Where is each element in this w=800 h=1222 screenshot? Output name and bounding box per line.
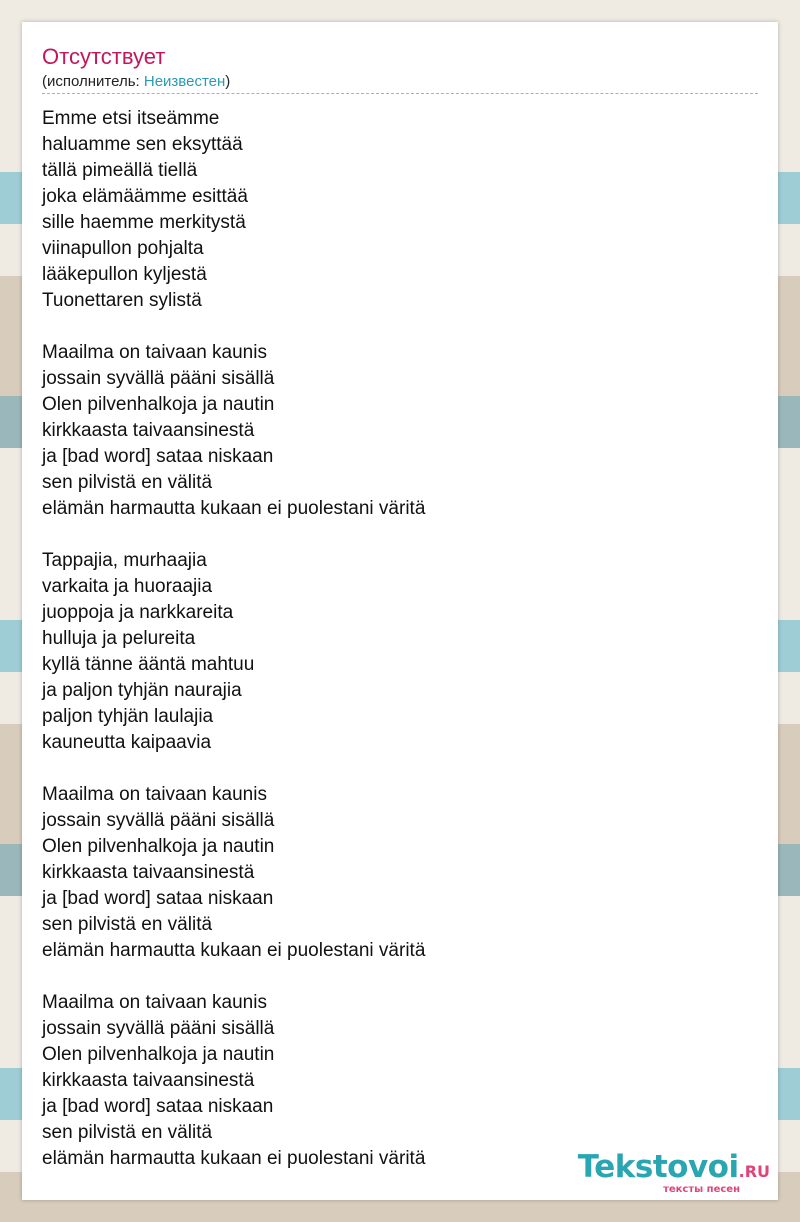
logo-wordmark: [578, 1151, 770, 1188]
lyric-line: sen pilvistä en välitä: [42, 914, 213, 935]
artist-link[interactable]: Неизвестен: [143, 73, 226, 90]
stanza: [42, 782, 758, 964]
lyric-line: kauneutta kaipaavia: [42, 732, 212, 753]
lyric-line: Maailma on taivaan kaunis: [42, 992, 267, 1013]
lyric-line: sille haemme merkitystä: [42, 212, 246, 233]
lyric-line: Maailma on taivaan kaunis: [42, 342, 267, 363]
artist-suffix: ): [225, 73, 231, 90]
lyric-line: kyllä tänne ääntä mahtuu: [42, 654, 255, 675]
stanza: [42, 548, 758, 756]
logo-tagline: тексты песен: [663, 1184, 740, 1195]
header-divider: [42, 93, 758, 94]
lyric-line: ja [bad word] sataa niskaan: [42, 1096, 274, 1117]
lyric-line: varkaita ja huoraajia: [42, 576, 213, 597]
lyric-line: Tuonettaren sylistä: [42, 290, 202, 311]
artist-prefix: (исполнитель:: [42, 73, 144, 90]
lyric-line: ja [bad word] sataa niskaan: [42, 446, 274, 467]
lyric-line: haluamme sen eksyttää: [42, 134, 243, 155]
lyrics-body: [42, 106, 758, 1198]
lyric-line: paljon tyhjän laulajia: [42, 706, 214, 727]
lyric-line: Olen pilvenhalkoja ja nautin: [42, 1044, 275, 1065]
stanza: [42, 340, 758, 522]
lyric-line: jossain syvällä pääni sisällä: [42, 368, 275, 389]
lyric-line: ja paljon tyhjän naurajia: [42, 680, 242, 701]
lyric-line: sen pilvistä en välitä: [42, 1122, 213, 1143]
lyric-line: lääkepullon kyljestä: [42, 264, 207, 285]
lyric-line: elämän harmautta kukaan ei puolestani väritä: [42, 498, 426, 519]
lyric-line: elämän harmautta kukaan ei puolestani väritä: [42, 940, 426, 961]
logo-name: Tekstovoi: [577, 1149, 739, 1185]
lyric-line: kirkkaasta taivaansinestä: [42, 1070, 255, 1091]
lyric-line: kirkkaasta taivaansinestä: [42, 420, 255, 441]
lyric-line: hulluja ja pelureita: [42, 628, 196, 649]
lyric-line: jossain syvällä pääni sisällä: [42, 810, 275, 831]
lyric-line: tällä pimeällä tiellä: [42, 160, 198, 181]
lyric-line: viinapullon pohjalta: [42, 238, 204, 259]
lyric-line: Olen pilvenhalkoja ja nautin: [42, 836, 275, 857]
lyric-line: Tappajia, murhaajia: [42, 550, 207, 571]
artist-line: [42, 73, 230, 91]
lyric-line: Emme etsi itseämme: [42, 108, 220, 129]
lyric-line: juoppoja ja narkkareita: [42, 602, 234, 623]
lyric-line: ja [bad word] sataa niskaan: [42, 888, 274, 909]
stanza: [42, 990, 758, 1172]
lyric-line: sen pilvistä en välitä: [42, 472, 213, 493]
lyric-line: Maailma on taivaan kaunis: [42, 784, 267, 805]
logo-tld: .RU: [738, 1162, 770, 1181]
stanza: [42, 106, 758, 314]
lyric-line: elämän harmautta kukaan ei puolestani väritä: [42, 1148, 426, 1169]
lyric-line: kirkkaasta taivaansinestä: [42, 862, 255, 883]
song-title: Отсутствует: [42, 44, 166, 69]
lyrics-card: [22, 22, 778, 1200]
site-logo[interactable]: [578, 1151, 770, 1196]
lyric-line: joka elämäämme esittää: [42, 186, 248, 207]
lyric-line: Olen pilvenhalkoja ja nautin: [42, 394, 275, 415]
lyric-line: jossain syvällä pääni sisällä: [42, 1018, 275, 1039]
